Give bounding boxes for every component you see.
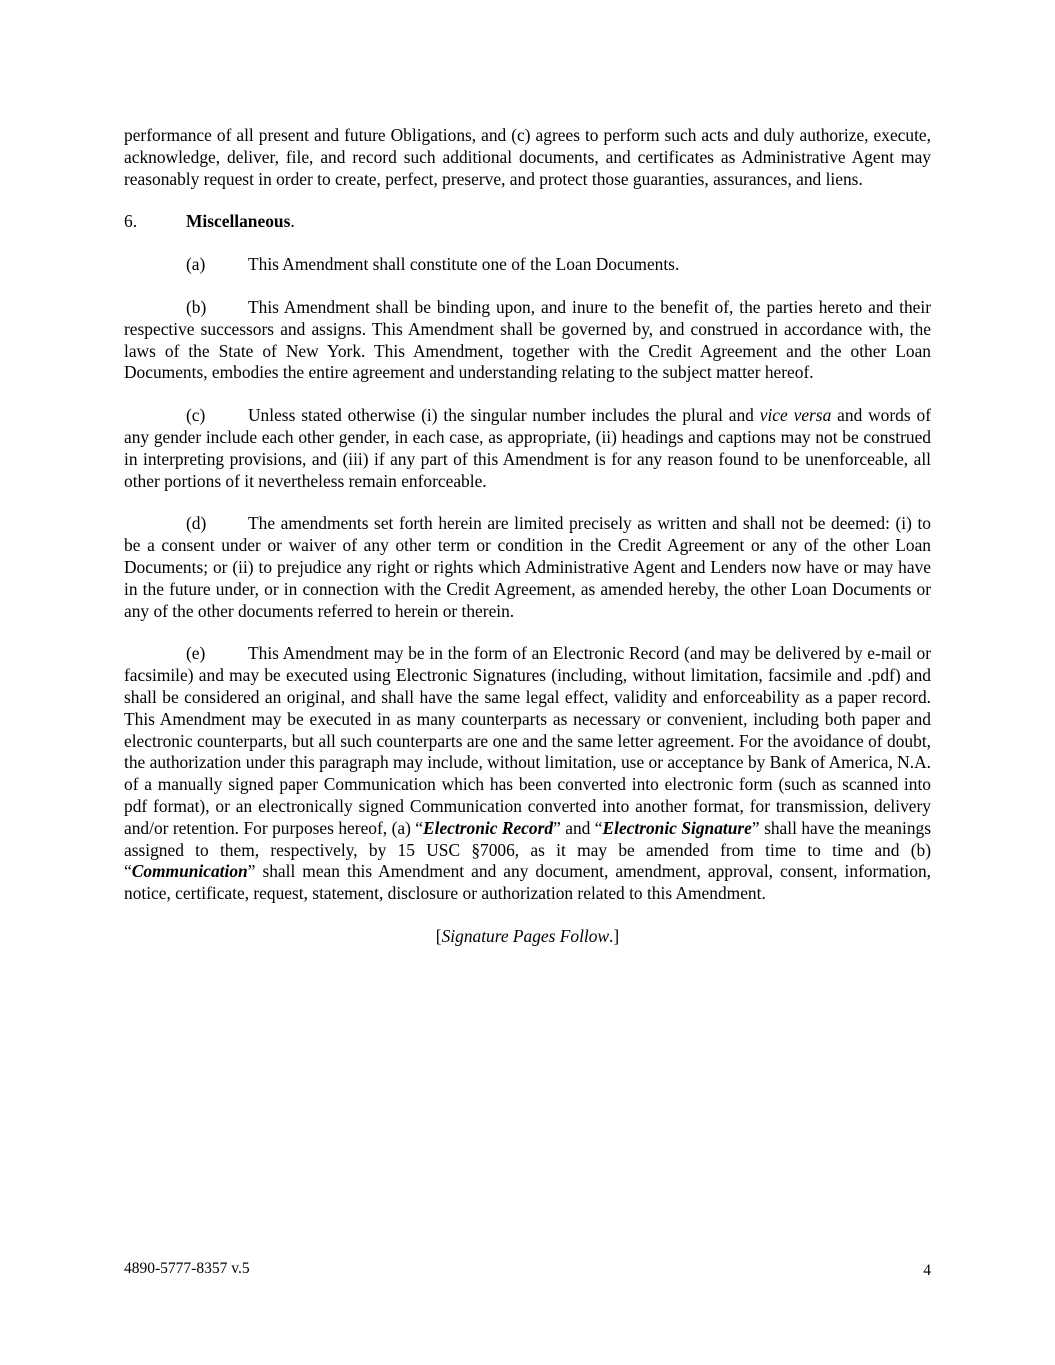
signature-note-open: [: [435, 925, 442, 946]
continuation-paragraph: performance of all present and future Obligations, and (c) agrees to perform such acts and duly authorize, execute, acknowledge, deliver, file, and record such additional documents, and certificates as Administrative Agent may reasonably request in order to create, perfect, preserve, and protect those guaranties, assurances, and liens.: [124, 125, 931, 189]
paragraph-b-label: (b): [186, 296, 207, 317]
signature-note-close: .]: [609, 925, 620, 946]
paragraph-e-text-2: ” and “: [553, 817, 603, 838]
term-communication: Communication: [131, 861, 248, 882]
paragraph-d-text: The amendments set forth herein are limited precisely as written and shall not be deemed: (i) to be a consent under or waiver of any other term or condition in the Credit Agreement or any of the other Loan Documents; or (ii) to prejudice any right or rights which Administrative Agent and Lenders now have or may have in the future under, or in connection with the Credit Agreement, as amended hereby, the other Loan Documents or any of the other documents referred to herein or therein.: [124, 513, 931, 621]
paragraph-b-text: This Amendment shall be binding upon, and inure to the benefit of, the parties hereto and their respective successors and assigns. This Amendment shall be governed by, and construed in accordance with, the laws of the State of New York. This Amendment, together with the Credit Agreement and the other Loan Documents, embodies the entire agreement and understanding relating to the subject matter hereof.: [124, 296, 931, 383]
paragraph-a-label: (a): [186, 254, 206, 275]
term-electronic-record: Electronic Record: [423, 817, 554, 838]
term-electronic-signature: Electronic Signature: [602, 817, 752, 838]
paragraph-e-text-4: ” shall mean this Amendment and any document, amendment, approval, consent, information, notice, certificate, request, statement, disclosure or authorization related to this Amendment.: [124, 861, 931, 904]
paragraph-c-label: (c): [186, 405, 206, 426]
paragraph-e-label: (e): [186, 643, 206, 664]
paragraph-c-text-1: Unless stated otherwise (i) the singular number includes the plural and: [248, 405, 760, 426]
paragraph-d-label: (d): [186, 513, 207, 534]
paragraph-c-text-2: and words of any gender include each other gender, in each case, as appropriate, (ii) headings and captions may not be construed in interpreting provisions, and (iii) if any part of this Amendment is for any reason found to be unenforceable, all other portions of it nevertheless remain enforceable.: [124, 405, 931, 491]
paragraph-e-text-3: ” shall have the meanings assigned to them, respectively, by 15 USC §7006, as it may be amended from time to time and (b) “: [124, 817, 931, 882]
paragraph-d: [124, 513, 931, 622]
paragraph-e: [124, 643, 931, 905]
footer-document-id: 4890-5777-8357 v.5: [124, 1260, 250, 1277]
paragraph-c-italic: vice versa: [759, 405, 832, 426]
section-title-suffix: .: [290, 211, 295, 232]
paragraph-a: [124, 254, 931, 276]
paragraph-a-text: This Amendment shall constitute one of the Loan Documents.: [248, 254, 680, 275]
paragraph-c: [124, 405, 931, 492]
section-title: Miscellaneous: [186, 211, 291, 232]
signature-pages-note: [124, 926, 931, 948]
document-body: [124, 125, 931, 948]
section-number: 6.: [124, 211, 138, 232]
paragraph-e-text-1: This Amendment may be in the form of an Electronic Record (and may be delivered by e-mail or facsimile) and may be executed using Electronic Signatures (including, without limitation, facsimile and .pdf) and shall be considered an original, and shall have the same legal effect, validity and enforceability as a paper record. This Amendment may be executed in as many counterparts as necessary or convenient, including both paper and electronic counterparts, but all such counterparts are one and the same letter agreement. For the avoidance of doubt, the authorization under this paragraph may include, without limitation, use or acceptance by Bank of America, N.A. of a manually signed paper Communication which has been converted into electronic form (such as scanned into pdf format), or an electronically signed Communication converted into another format, for transmission, delivery and/or retention. For purposes hereof, (a) “: [124, 643, 931, 838]
signature-note-text: Signature Pages Follow: [441, 925, 610, 946]
paragraph-b: [124, 297, 931, 384]
section-heading: [124, 211, 931, 233]
footer-page-number: 4: [923, 1262, 931, 1279]
